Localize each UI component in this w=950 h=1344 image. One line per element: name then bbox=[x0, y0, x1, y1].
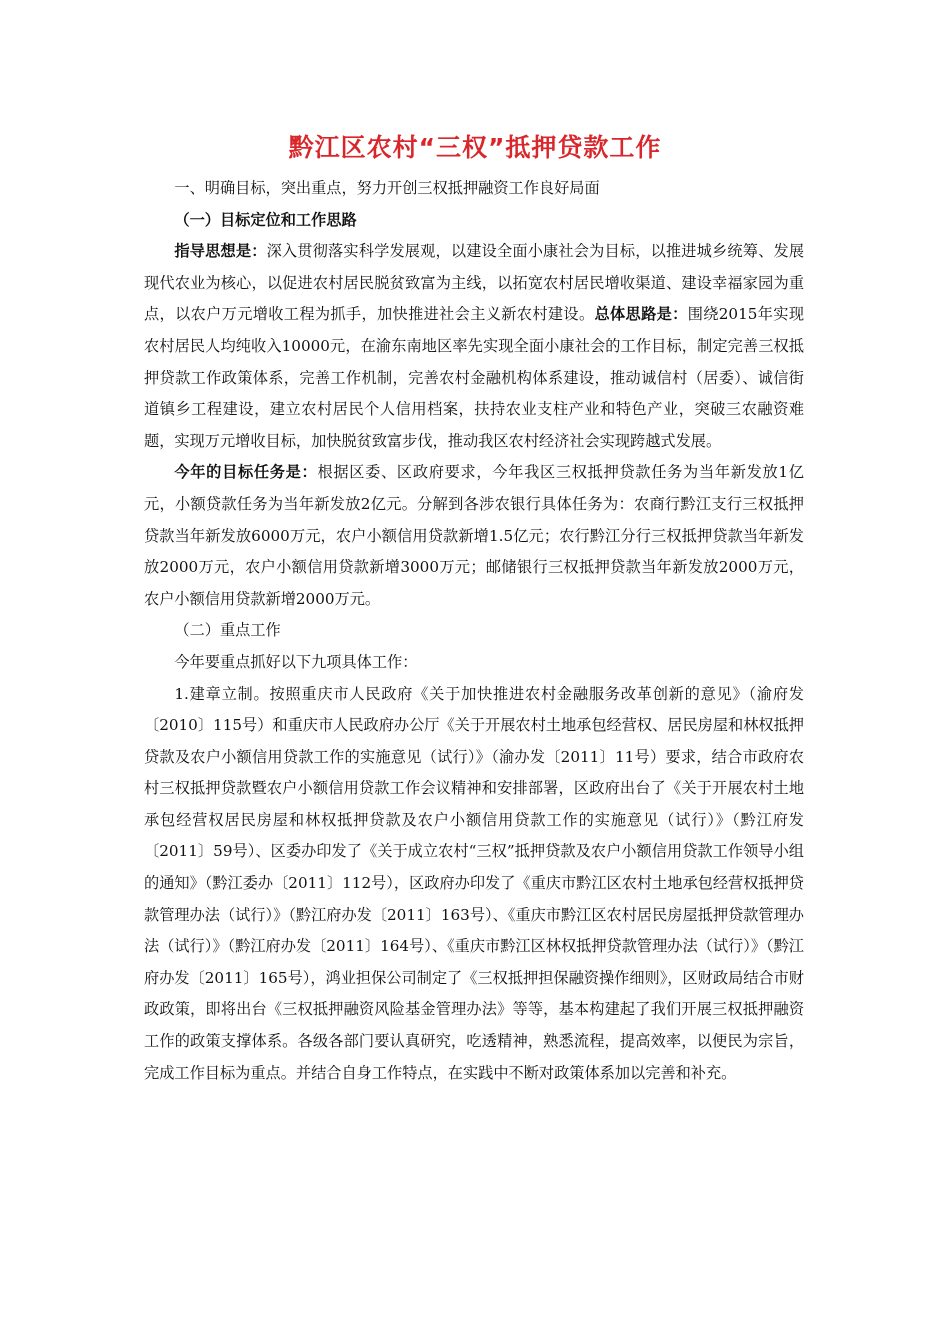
document-body bbox=[144, 173, 804, 1089]
text-targets: 根据区委、区政府要求，今年我区三权抵押贷款任务为当年新发放1亿元，小额贷款任务为当年新发放2亿元。分解到各涉农银行具体任务为：农商行黔江支行三权抵押贷款当年新发放6000万元，农户小额信用贷款新增1.5亿元；农行黔江分行三权抵押贷款当年新发放2000万元，农户小额信用贷款新增3000万元；邮储银行三权抵押贷款当年新发放2000万元，农户小额信用贷款新增2000万元。 bbox=[144, 463, 804, 608]
bold-lead-overall: 总体思路是： bbox=[594, 305, 688, 324]
paragraph-targets bbox=[144, 457, 804, 615]
section-heading-1: 一、明确目标，突出重点，努力开创三权抵押融资工作良好局面 bbox=[174, 179, 600, 197]
paragraph-nine-tasks: 今年要重点抓好以下九项具体工作： bbox=[174, 652, 418, 671]
bold-lead-guiding: 指导思想是： bbox=[174, 242, 267, 261]
text-guiding: 深入贯彻落实科学发展观，以建设全面小康社会为目标，以推进城乡统筹、发展现代农业为核心，以促进农村居民脱贫致富为主线，以拓宽农村居民增收渠道、建设幸福家园为重点，以农户万元增收工程为抓手，加快推进社会主义新农村建设。 bbox=[144, 242, 805, 324]
paragraph-guiding-idea bbox=[144, 236, 804, 457]
subsection-heading-2: （二）重点工作 bbox=[174, 621, 281, 640]
paragraph-task-1: 1.建章立制。按照重庆市人民政府《关于加快推进农村金融服务改革创新的意见》（渝府发〔2010〕115号）和重庆市人民政府办公厅《关于开展农村土地承包经营权、居民房屋和林权抵押贷款及农户小额信用贷款工作的实施意见（试行）》（渝办发〔2011〕11号）要求，结合市政府农村三权抵押贷款暨农户小额信用贷款工作会议精神和安排部署，区政府出台了《关于开展农村土地承包经营权居民房屋和林权抵押贷款及农户小额信用贷款工作的实施意见（试行）》（黔江府发〔2011〕59号）、区委办印发了《关于成立农村“三权”抵押贷款及农户小额信用贷款工作领导小组的通知》（黔江委办〔2011〕112号），区政府办印发了《重庆市黔江区农村土地承包经营权抵押贷款管理办法（试行）》（黔江府办发〔2011〕163号）、《重庆市黔江区农村居民房屋抵押贷款管理办法（试行）》（黔江府办发〔2011〕164号）、《重庆市黔江区林权抵押贷款管理办法（试行）》（黔江府办发〔2011〕165号），鸿业担保公司制定了《三权抵押担保融资操作细则》，区财政局结合市财政政策，即将出台《三权抵押融资风险基金管理办法》等等，基本构建起了我们开展三权抵押融资工作的政策支撑体系。各级各部门要认真研究，吃透精神，熟悉流程，提高效率，以便民为宗旨，完成工作目标为重点。并结合自身工作特点，在实践中不断对政策体系加以完善和补充。 bbox=[144, 684, 804, 1082]
bold-lead-targets: 今年的目标任务是： bbox=[174, 463, 318, 482]
text-overall: 围绕2015年实现农村居民人均纯收入10000元，在渝东南地区率先实现全面小康社会的工作目标，制定完善三权抵押贷款工作政策体系，完善工作机制，完善农村金融机构体系建设，推动诚信村（居委）、诚信街道镇乡工程建设，建立农村居民个人信用档案，扶持农业支柱产业和特色产业，突破三农融资难题，实现万元增收目标，加快脱贫致富步伐，推动我区农村经济社会实现跨越式发展。 bbox=[144, 305, 805, 450]
document-title: 黔江区农村“三权”抵押贷款工作 bbox=[288, 133, 662, 162]
subsection-heading-1: （一）目标定位和工作思路 bbox=[174, 210, 357, 229]
